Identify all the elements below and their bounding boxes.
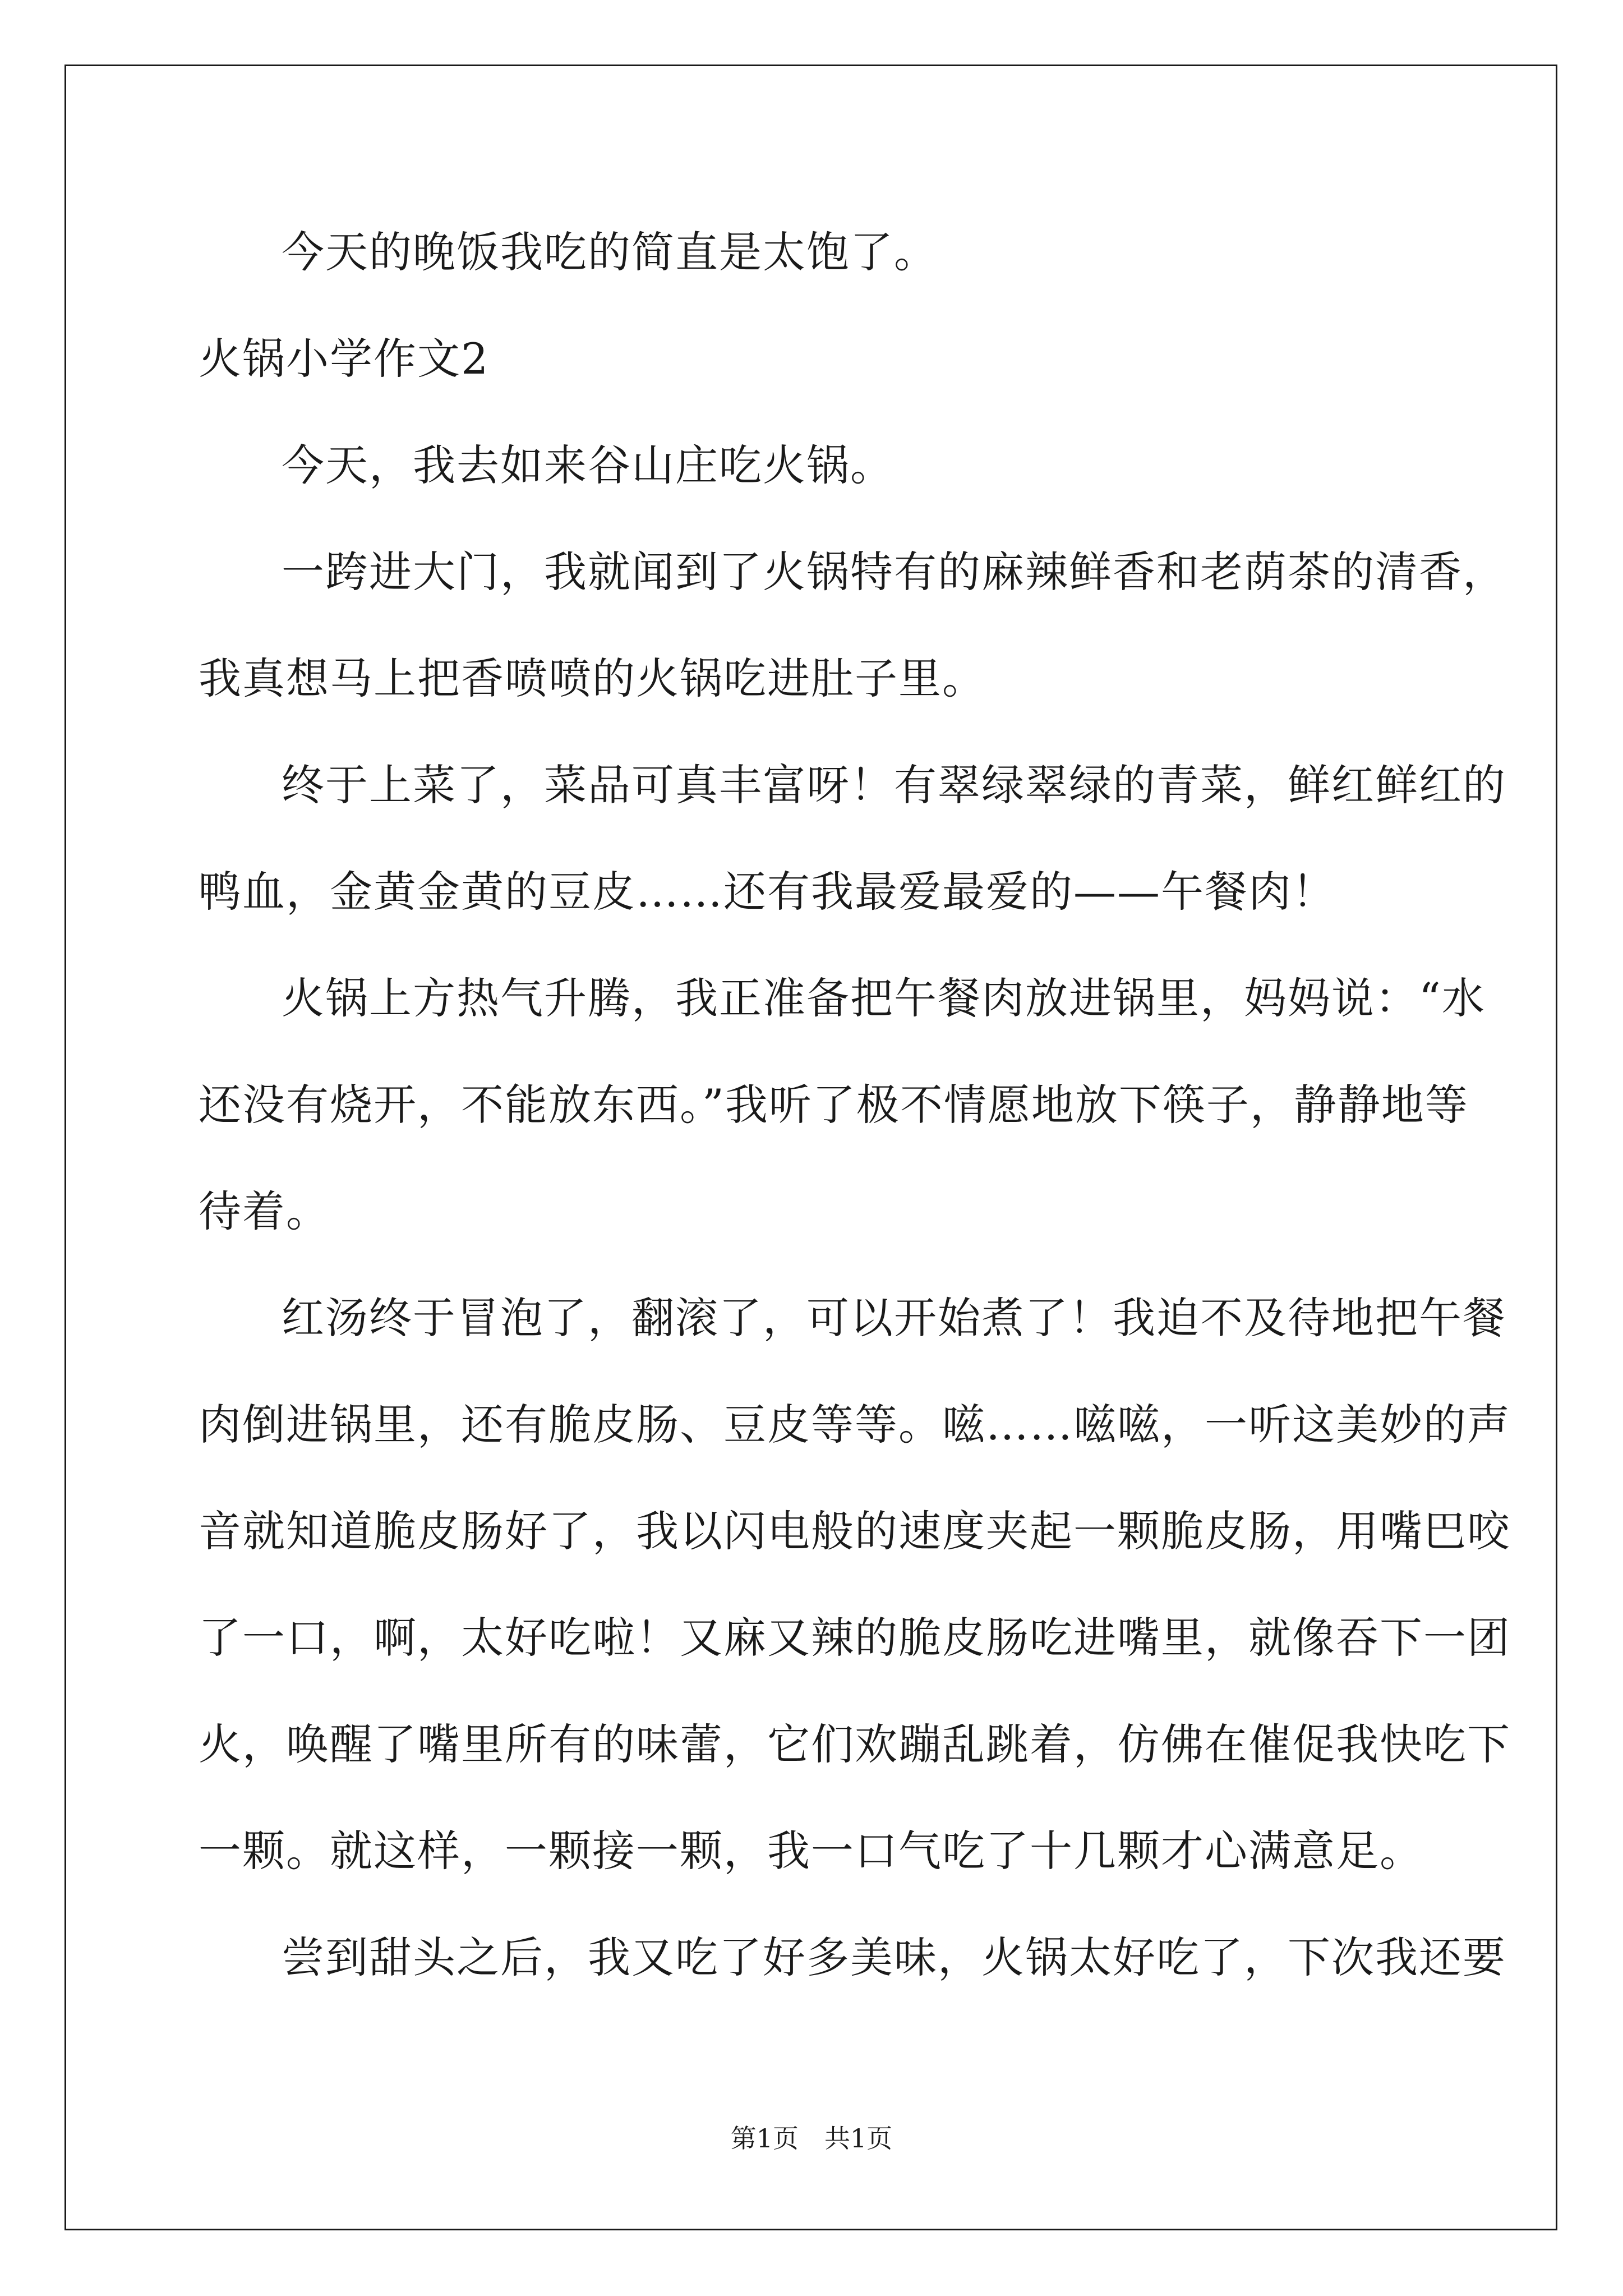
paragraph-line: 尝到甜头之后，我又吃了好多美味，火锅太好吃了，下次我还要: [282, 1932, 1506, 1982]
paragraph-line: 红汤终于冒泡了，翻滚了，可以开始煮了！我迫不及待地把午餐: [282, 1293, 1506, 1343]
paragraph-line: 今天，我去如来谷山庄吃火锅。: [282, 440, 894, 490]
paragraph-line: 火，唤醒了嘴里所有的味蕾，它们欢蹦乱跳着，仿佛在催促我快吃下: [199, 1719, 1511, 1769]
paragraph-line: 一跨进大门，我就闻到了火锅特有的麻辣鲜香和老荫茶的清香，: [282, 547, 1506, 597]
section-heading: 火锅小学作文2: [199, 334, 490, 384]
paragraph-line: 还没有烧开，不能放东西。”我听了极不情愿地放下筷子，静静地等: [199, 1080, 1469, 1130]
paragraph-line: 一颗。就这样，一颗接一颗，我一口气吃了十几颗才心满意足。: [199, 1826, 1423, 1876]
page-number-footer: 第1页 共1页: [730, 2123, 893, 2154]
paragraph-line: 肉倒进锅里，还有脆皮肠、豆皮等等。嗞……嗞嗞，一听这美妙的声: [199, 1400, 1511, 1450]
paragraph-line: 今天的晚饭我吃的简直是太饱了。: [282, 227, 938, 277]
paragraph-line: 待着。: [199, 1186, 330, 1236]
paragraph-line: 我真想马上把香喷喷的火锅吃进肚子里。: [199, 654, 986, 703]
paragraph-line: 了一口，啊，太好吃啦！又麻又辣的脆皮肠吃进嘴里，就像吞下一团: [199, 1613, 1511, 1663]
paragraph-line: 终于上菜了，菜品可真丰富呀！有翠绿翠绿的青菜，鲜红鲜红的: [282, 760, 1506, 810]
page-border: [64, 65, 1557, 2230]
paragraph-line: 火锅上方热气升腾，我正准备把午餐肉放进锅里，妈妈说：“水: [282, 973, 1486, 1023]
paragraph-line: 音就知道脆皮肠好了，我以闪电般的速度夹起一颗脆皮肠，用嘴巴咬: [199, 1506, 1511, 1556]
paragraph-line: 鸭血，金黄金黄的豆皮……还有我最爱最爱的——午餐肉！: [199, 867, 1336, 917]
